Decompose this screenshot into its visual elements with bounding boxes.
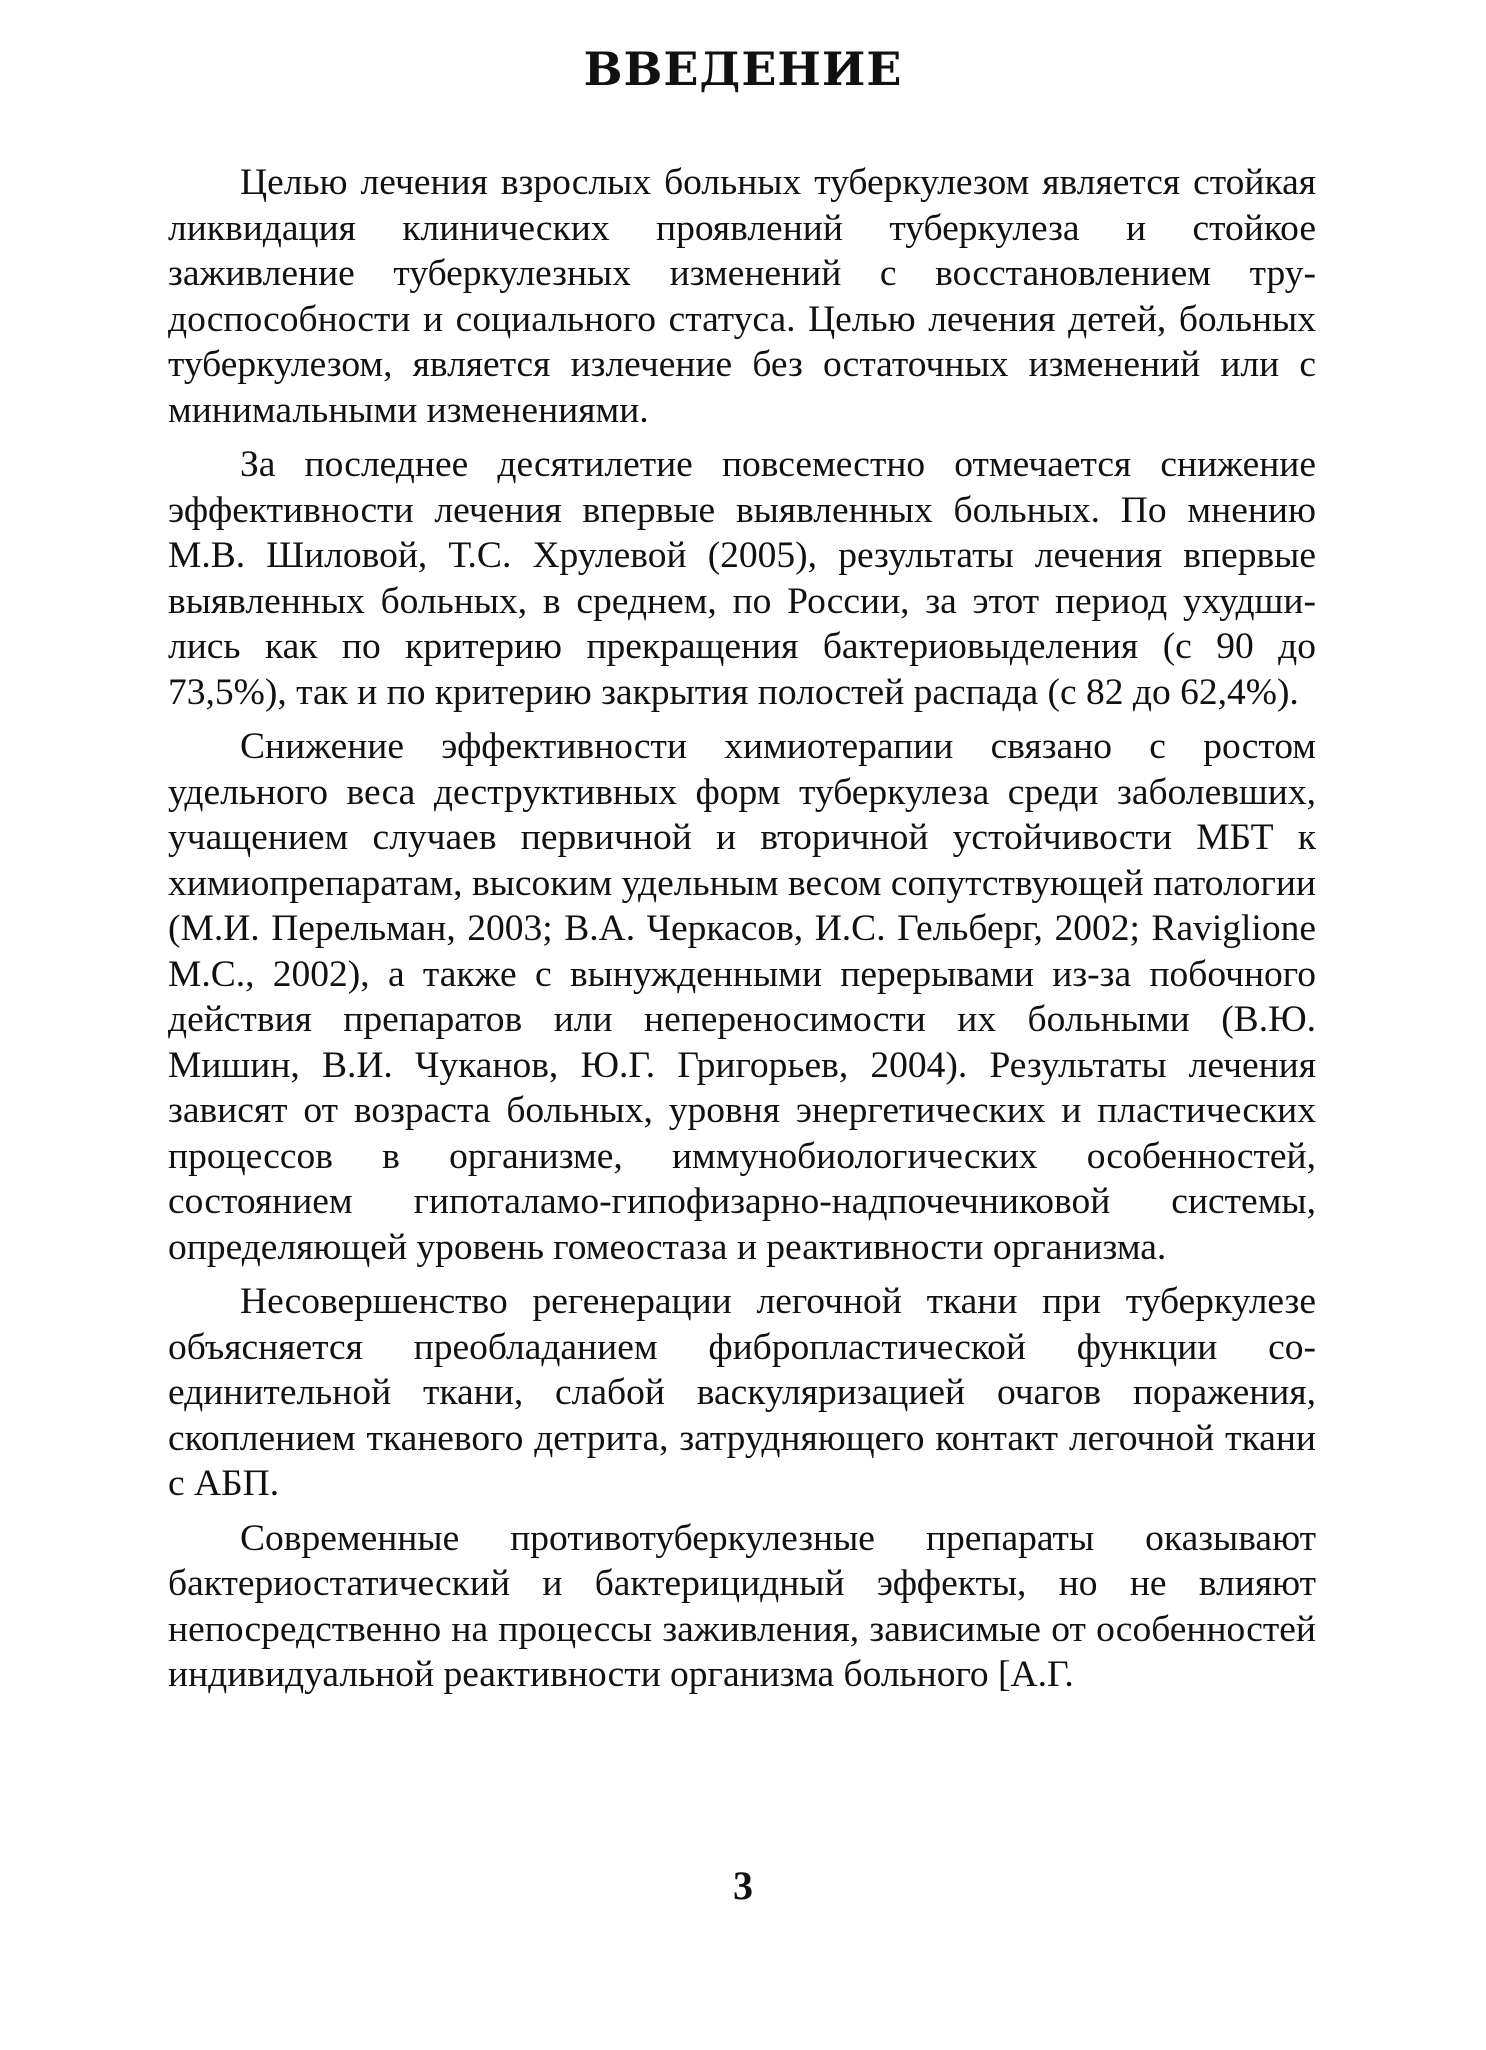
body-text bbox=[168, 160, 1316, 1707]
paragraph-4: Несовершенство регенерации легочной ткани при туберкулезе объясняется преобладанием фибропластической функции соединительной ткани, слабой васкуляризацией очагов поражения, скоплением тканевого детрита, затрудняющего контакт легочной ткани с АБП. bbox=[168, 1281, 1316, 1504]
paragraph-1: Целью лечения взрослых больных туберкулезом является стойкая ликвидация клинических проявлений туберкулеза и стойкое заживление туберкулезных изменений с восстановлением трудоспособности и социального статуса. Целью лечения детей, больных туберкулезом, является излечение без остаточных изменений или с минимальными изменениями. bbox=[168, 162, 1316, 431]
paragraph-5: Современные противотуберкулезные препараты оказывают бактериостатический и бактерицидный эффекты, но не влияют непосредственно на процессы заживления, зависимые от особенностей индивидуальной реактивности организма больного [А.Г. bbox=[168, 1517, 1316, 1695]
page-number: 3 bbox=[733, 1863, 753, 1908]
paragraph-2: За последнее десятилетие повсеместно отмечается снижение эффективности лечения впервые выявленных больных. По мнению М.В. Шиловой, Т.С. Хрулевой (2005), результаты лечения впервые выявленных больных, в среднем, по России, за этот период ухудшились как по критерию прекращения бактериовыделения (с 90 до 73,5%), так и по критерию закрытия полостей распада (с 82 до 62,4%). bbox=[168, 444, 1316, 713]
paragraph-3: Снижение эффективности химиотерапии связано с ростом удельного веса деструктивных форм туберкулеза среди заболевших, учащением случаев первичной и вторичной устойчивости МБТ к химиопрепаратам, высоким удельным весом сопутствующей патологии (М.И. Перельман, 2003; В.А. Черкасов, И.С. Гельберг, 2002; Raviglione M.C., 2002), а также с вынужденными перерывами из-за побочного действия препаратов или непереносимости их больными (В.Ю. Мишин, В.И. Чуканов, Ю.Г. Григорьев, 2004). Результаты лечения зависят от возраста больных, уровня энергетических и пластических процессов в организме, иммунобиологических особенностей, состоянием гипоталамо-гипофизарно-надпочечниковой системы, определяющей уровень гомеостаза и реактивности организма. bbox=[168, 726, 1316, 1268]
page-title: ВВЕДЕНИЕ bbox=[583, 42, 903, 96]
